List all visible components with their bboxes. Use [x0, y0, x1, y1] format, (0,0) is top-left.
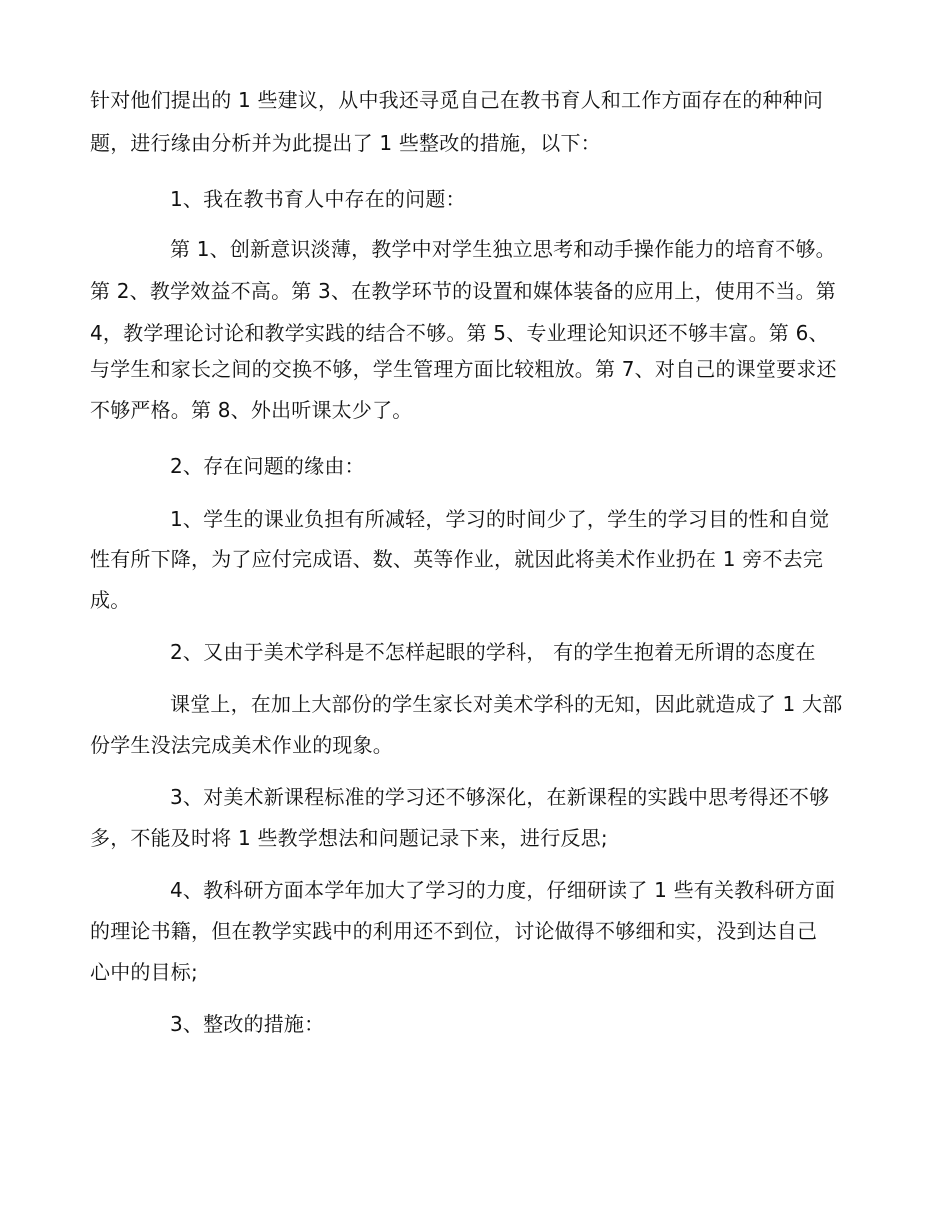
section-heading-problems: 1、我在教书育人中存在的问题：: [170, 187, 466, 211]
text-line-4: 第 1、创新意识淡薄，教学中对学生独立思考和动手操作能力的培育不够。: [170, 237, 836, 261]
text-line-10: 1、学生的课业负担有所减轻，学习的时间少了，学生的学习目的性和自觉: [170, 507, 830, 531]
text-line-11: 性有所下降，为了应付完成语、数、英等作业，就因此将美术作业扔在 1 旁不去完: [90, 547, 824, 571]
text-line-13: 2、又由于美术学科是不怎样起眼的学科， 有的学生抱着无所谓的态度在: [170, 640, 816, 664]
text-line-14: 课堂上，在加上大部份的学生家长对美术学科的无知，因此就造成了 1 大部: [170, 692, 843, 716]
text-line-6: 4，教学理论讨论和教学实践的结合不够。第 5、专业理论知识还不够丰富。第 6、: [90, 321, 829, 345]
text-line-19: 的理论书籍，但在教学实践中的利用还不到位，讨论做得不够细和实，没到达自己: [90, 919, 818, 943]
text-line-1: 针对他们提出的 1 些建议，从中我还寻觅自己在教书育人和工作方面存在的种种问: [90, 88, 824, 112]
text-line-20: 心中的目标;: [90, 960, 198, 984]
text-line-18: 4、教科研方面本学年加大了学习的力度，仔细研读了 1 些有关教科研方面: [170, 878, 836, 902]
text-line-8: 不够严格。第 8、外出听课太少了。: [90, 398, 413, 422]
text-line-16: 3、对美术新课程标准的学习还不够深化，在新课程的实践中思考得还不够: [170, 785, 830, 809]
text-line-15: 份学生没法完成美术作业的现象。: [90, 733, 393, 757]
text-line-2: 题，进行缘由分析并为此提出了 1 些整改的措施，以下：: [90, 131, 601, 155]
section-heading-measures: 3、整改的措施：: [170, 1012, 325, 1036]
text-line-7: 与学生和家长之间的交换不够，学生管理方面比较粗放。第 7、对自己的课堂要求还: [90, 357, 837, 381]
section-heading-causes: 2、存在问题的缘由：: [170, 454, 365, 478]
text-line-5: 第 2、教学效益不高。第 3、在教学环节的设置和媒体装备的应用上，使用不当。第: [90, 279, 836, 303]
text-line-12: 成。: [90, 588, 131, 612]
text-line-17: 多，不能及时将 1 些教学想法和问题记录下来，进行反思;: [90, 826, 608, 850]
